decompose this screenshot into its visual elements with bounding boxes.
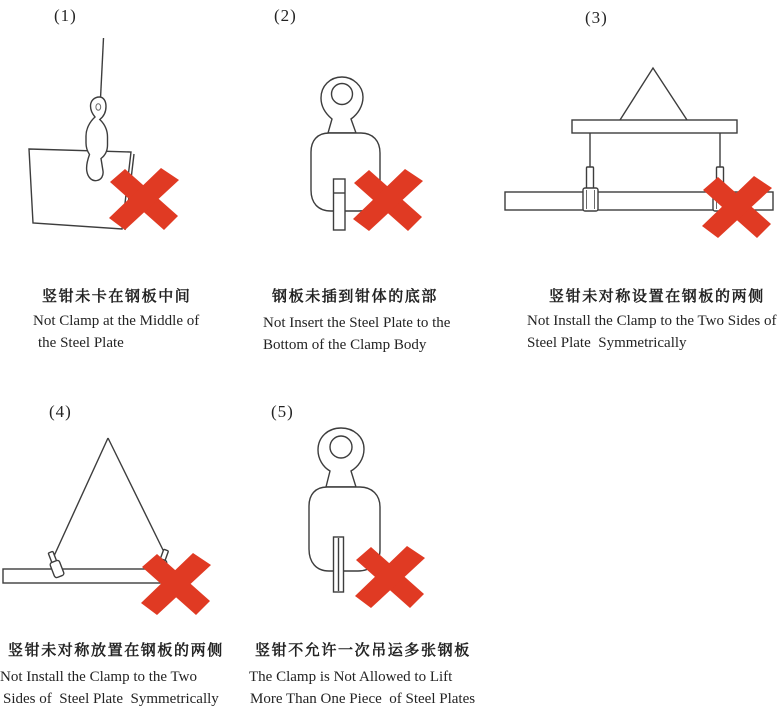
eye-hole xyxy=(332,84,353,105)
figure-clamp-not-centered xyxy=(18,34,222,244)
panel-4-caption-en-line1: Not Install the Clamp to the Two xyxy=(0,669,197,685)
panel-4-number: (4) xyxy=(49,402,72,421)
figure-multiple-plates xyxy=(240,422,475,618)
sling-wire-right xyxy=(108,438,164,552)
wire-line xyxy=(101,38,104,99)
steel-plate xyxy=(334,179,346,230)
panel-5-caption-zh: 竖钳不允许一次吊运多张钢板 xyxy=(255,643,471,659)
panel-2-number: (2) xyxy=(274,6,297,25)
figure-plate-not-fully-inserted xyxy=(250,60,460,245)
sling-wire-left xyxy=(54,438,108,556)
clamp-left xyxy=(583,167,598,211)
panel-1-caption-en-line1: Not Clamp at the Middle of xyxy=(33,313,200,329)
figure-asymmetric-clamps-spreader xyxy=(500,55,778,245)
panel-3-caption-en-line1: Not Install the Clamp to the Two Sides of xyxy=(527,313,777,329)
figure-asymmetric-clamps-sling xyxy=(0,430,230,622)
spreader-beam xyxy=(572,120,737,133)
error-cross-icon xyxy=(355,546,425,608)
eye-hole xyxy=(330,436,352,458)
panel-2-caption-en-line1: Not Insert the Steel Plate to the xyxy=(263,315,451,331)
panel-3-caption-zh: 竖钳未对称设置在钢板的两侧 xyxy=(549,289,765,305)
panel-5-caption-en-line1: The Clamp is Not Allowed to Lift xyxy=(249,669,453,685)
panel-1-number: (1) xyxy=(54,6,77,25)
error-cross-icon xyxy=(141,553,211,615)
panel-1-caption-en-line2: the Steel Plate xyxy=(38,335,124,351)
panel-2-caption-zh: 钢板未插到钳体的底部 xyxy=(272,289,439,305)
panel-4-caption-en-line2: Sides of Steel Plate Symmetrically xyxy=(3,691,219,707)
panel-5-number: (5) xyxy=(271,402,294,421)
panel-3-number: (3) xyxy=(585,8,608,27)
steel-plate xyxy=(3,569,171,583)
panel-3-caption-en-line2: Steel Plate Symmetrically xyxy=(527,335,687,351)
panel-2-caption-en-line2: Bottom of the Clamp Body xyxy=(263,337,427,353)
panel-4-caption-zh: 竖钳未对称放置在钢板的两侧 xyxy=(8,643,224,659)
sling-triangle xyxy=(620,68,687,120)
panel-1-caption-zh: 竖钳未卡在钢板中间 xyxy=(42,289,192,305)
panel-5-caption-en-line2: More Than One Piece of Steel Plates xyxy=(250,691,476,707)
